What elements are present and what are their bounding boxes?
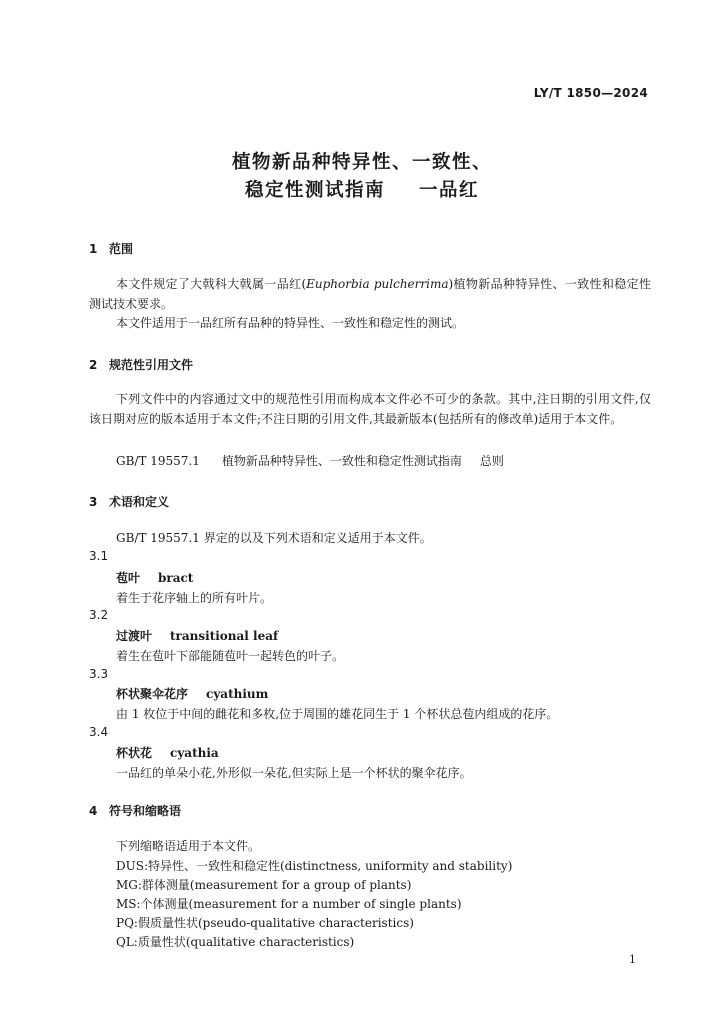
page-number: 1 bbox=[629, 953, 636, 966]
normative-reference bbox=[116, 452, 504, 469]
term-en: transitional leaf bbox=[170, 629, 279, 643]
latin-name: Euphorbia pulcherrima bbox=[306, 277, 449, 291]
abbreviation-item: PQ:假质量性状(pseudo-qualitative characteristics) bbox=[116, 916, 414, 930]
term-zh: 杯状聚伞花序 bbox=[116, 687, 189, 701]
term-en: cyathia bbox=[170, 746, 219, 760]
section-1-paragraph-2: 本文件适用于一品红所有品种的特异性、一致性和稳定性的测试。 bbox=[116, 316, 465, 330]
section-1-paragraph-1 bbox=[89, 275, 651, 314]
term-heading bbox=[116, 569, 193, 586]
title-part-a: 稳定性测试指南 bbox=[244, 180, 385, 201]
document-title-line-1: 植物新品种特异性、一致性、 bbox=[231, 152, 492, 173]
section-number: 4 bbox=[89, 804, 98, 818]
section-2-heading bbox=[89, 356, 193, 373]
document-title-line-2 bbox=[0, 176, 724, 202]
abbreviation-item: QL:质量性状(qualitative characteristics) bbox=[116, 935, 355, 949]
term-heading bbox=[116, 627, 278, 644]
section-title: 范围 bbox=[109, 242, 134, 256]
section-title: 术语和定义 bbox=[109, 495, 170, 509]
term-number: 3.4 bbox=[89, 725, 109, 739]
reference-title: 植物新品种特异性、一致性和稳定性测试指南 bbox=[221, 454, 462, 468]
text-run: 本文件规定了大戟科大戟属一品红( bbox=[116, 277, 307, 291]
term-definition: 由 1 枚位于中间的雌花和多枚,位于周围的雄花同生于 1 个杯状总苞内组成的花序。 bbox=[116, 707, 559, 721]
term-heading bbox=[116, 744, 219, 761]
term-heading bbox=[116, 685, 268, 702]
section-number: 2 bbox=[89, 358, 98, 372]
section-3-intro: GB/T 19557.1 界定的以及下列术语和定义适用于本文件。 bbox=[116, 531, 432, 545]
term-definition: 一品红的单朵小花,外形似一朵花,但实际上是一个杯状的聚伞花序。 bbox=[116, 766, 472, 780]
term-zh: 杯状花 bbox=[116, 746, 153, 760]
text-run: )植物新品种特异性、一致性和稳定性测试技术要求。 bbox=[89, 277, 651, 311]
term-number: 3.1 bbox=[89, 549, 109, 563]
section-3-heading bbox=[89, 493, 169, 510]
section-4-intro: 下列缩略语适用于本文件。 bbox=[116, 839, 261, 853]
term-zh: 过渡叶 bbox=[116, 629, 153, 643]
section-1-heading bbox=[89, 240, 133, 257]
section-4-heading bbox=[89, 802, 181, 819]
document-code: LY/T 1850—2024 bbox=[533, 86, 648, 100]
section-number: 3 bbox=[89, 495, 98, 509]
section-2-paragraph: 下列文件中的内容通过文中的规范性引用而构成本文件必不可少的条款。其中,注日期的引用文件,仅该日期对应的版本适用于本文件;不注日期的引用文件,其最新版本(包括所有的修改单)适用于本文件。 bbox=[89, 392, 651, 426]
section-number: 1 bbox=[89, 242, 98, 256]
section-title: 符号和缩略语 bbox=[109, 804, 182, 818]
title-part-b: 一品红 bbox=[419, 180, 480, 201]
term-en: bract bbox=[158, 571, 194, 585]
term-definition: 着生在苞叶下部能随苞叶一起转色的叶子。 bbox=[116, 649, 345, 663]
section-title: 规范性引用文件 bbox=[109, 358, 194, 372]
reference-code: GB/T 19557.1 bbox=[116, 454, 200, 468]
abbreviation-item: MS:个体测量(measurement for a number of single plants) bbox=[116, 897, 462, 911]
term-zh: 苞叶 bbox=[116, 571, 141, 585]
abbreviation-item: DUS:特异性、一致性和稳定性(distinctness, uniformity and stability) bbox=[116, 859, 513, 873]
abbreviation-item: MG:群体测量(measurement for a group of plants) bbox=[116, 878, 412, 892]
term-number: 3.3 bbox=[89, 667, 109, 681]
term-definition: 着生于花序轴上的所有叶片。 bbox=[116, 591, 273, 605]
term-number: 3.2 bbox=[89, 608, 109, 622]
term-en: cyathium bbox=[206, 687, 269, 701]
reference-part: 总则 bbox=[479, 454, 504, 468]
